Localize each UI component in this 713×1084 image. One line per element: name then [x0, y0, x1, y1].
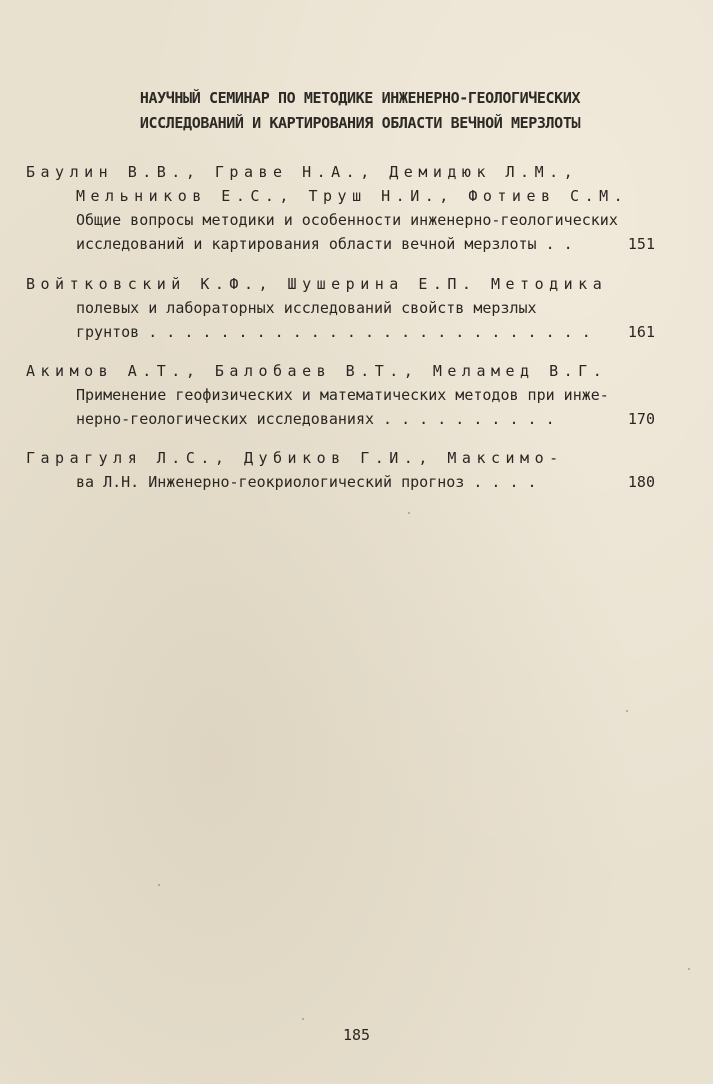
section-heading-line-2: ИССЛЕДОВАНИЙ И КАРТИРОВАНИЯ ОБЛАСТИ ВЕЧНОЙ МЕРЗЛОТЫ — [139, 114, 581, 132]
toc-entry-authors: Мельников Е.С., Труш Н.И., Фотиев С.М. — [76, 187, 629, 205]
toc-entry — [26, 359, 661, 431]
toc-entry-title: Применение геофизических и математических методов при инже- — [76, 386, 609, 404]
paper-speck — [408, 512, 410, 514]
toc-entry-authors: Войтковский К.Ф., Шушерина Е.П. Методика — [26, 275, 608, 293]
section-heading — [60, 86, 660, 136]
toc-entry-authors: Баулин В.В., Граве Н.А., Демидюк Л.М., — [26, 163, 579, 181]
paper-speck — [158, 884, 160, 886]
toc-entry-page-number: 180 — [627, 473, 655, 491]
toc-entry-authors: Гарагуля Л.С., Дубиков Г.И., Максимо- — [26, 449, 564, 467]
paper-speck — [626, 710, 628, 712]
toc-entry-title: Общие вопросы методики и особенности инженерно-геологических — [76, 211, 618, 229]
toc-entry-authors: Акимов А.Т., Балобаев В.Т., Меламед В.Г. — [26, 362, 608, 380]
toc-entry — [26, 160, 661, 256]
section-heading-line-1: НАУЧНЫЙ СЕМИНАР ПО МЕТОДИКЕ ИНЖЕНЕРНО-ГЕОЛОГИЧЕСКИХ — [139, 89, 581, 107]
page-number: 185 — [342, 1026, 371, 1044]
toc-entry-title: ва Л.Н. Инженерно-геокриологический прогноз . . . . — [76, 473, 537, 491]
toc-entry-title: грунтов . . . . . . . . . . . . . . . . . . . . . . . . . — [76, 323, 591, 341]
paper-speck — [302, 1018, 304, 1020]
toc-entry-title: исследований и картирования области вечной мерзлоты . . — [76, 235, 573, 253]
toc-entry-page-number: 151 — [627, 235, 655, 253]
toc-entry-title: нерно-геологических исследованиях . . . . . . . . . . — [76, 410, 555, 428]
toc-entry-page-number: 170 — [627, 410, 655, 428]
paper-speck — [688, 968, 690, 970]
toc-entry — [26, 272, 661, 344]
toc-entry — [26, 446, 661, 494]
toc-entry-page-number: 161 — [627, 323, 655, 341]
toc-entry-title: полевых и лабораторных исследований свойств мерзлых — [76, 299, 537, 317]
